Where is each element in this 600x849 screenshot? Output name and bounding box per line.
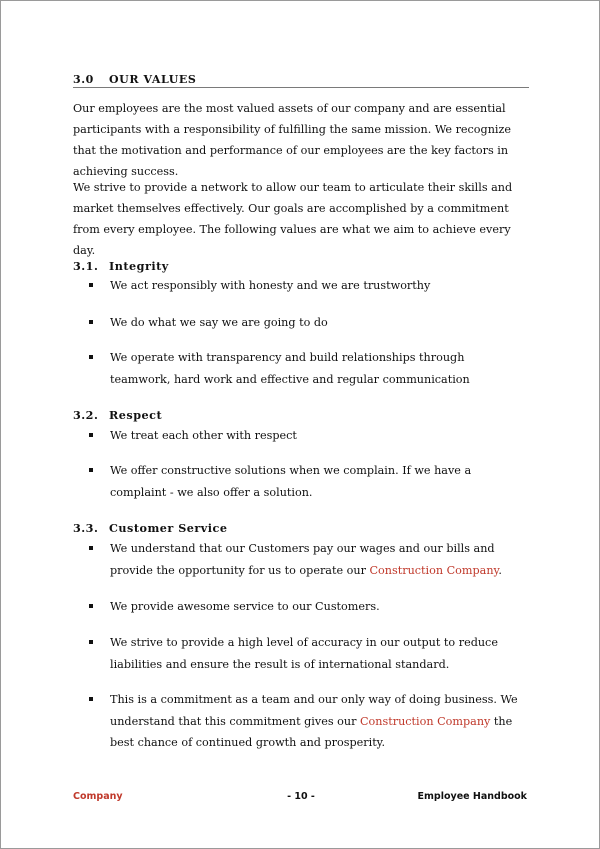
subsection-title: Customer Service: [109, 521, 228, 535]
subsection-title: Respect: [109, 408, 163, 422]
bullet-icon: [89, 640, 93, 644]
bullet-icon: [89, 546, 93, 550]
list-item: We treat each other with respect: [89, 425, 519, 447]
bullet-icon: [89, 604, 93, 608]
list-item: We strive to provide a high level of accuracy in our output to reduce liabilities and ensure the result is of international standard.: [89, 632, 519, 675]
subsection-title: Integrity: [109, 259, 169, 273]
list-item: This is a commitment as a team and our only way of doing business. We understand that this commitment gives our Construction Company the best chance of continued growth and prosperity.: [89, 689, 519, 754]
list-item: We offer constructive solutions when we complain. If we have a complaint - we also offer a solution.: [89, 460, 519, 503]
page-number: - 10 -: [287, 791, 315, 802]
section-heading: [73, 73, 529, 88]
list-item: We provide awesome service to our Customers.: [89, 596, 519, 618]
network-paragraph: We strive to provide a network to allow our team to articulate their skills and market themselves effectively. Our goals are accomplished by a commitment from every employee. The following values are what we aim to achieve every day.: [73, 181, 513, 257]
bullet-icon: [89, 433, 93, 437]
list-item: We act responsibly with honesty and we are trustworthy: [89, 275, 519, 297]
bullet-icon: [89, 697, 93, 701]
footer-company: Company: [73, 791, 123, 802]
section-number: 3.0: [73, 73, 94, 86]
subsection-heading-respect: [73, 408, 162, 422]
list-item: We operate with transparency and build relationships through teamwork, hard work and effective and regular communication: [89, 347, 519, 390]
section-title: OUR VALUES: [109, 73, 197, 86]
company-name-highlight: Construction Company: [359, 714, 491, 728]
subsection-number: 3.1.: [73, 259, 99, 273]
subsection-number: 3.2.: [73, 408, 99, 422]
bullet-icon: [89, 355, 93, 359]
bullet-icon: [89, 283, 93, 287]
subsection-heading-integrity: [73, 259, 169, 273]
company-name-highlight: Construction Company: [369, 563, 499, 577]
list-item: We understand that our Customers pay our wages and our bills and provide the opportunity for us to operate our Construction Company.: [89, 538, 519, 581]
subsection-number: 3.3.: [73, 521, 99, 535]
footer-document-title: Employee Handbook: [417, 791, 527, 802]
list-item: We do what we say we are going to do: [89, 312, 519, 334]
bullet-icon: [89, 320, 93, 324]
bullet-icon: [89, 468, 93, 472]
intro-paragraph: Our employees are the most valued assets of our company and are essential participants with a responsibility of fulfilling the same mission. We recognize that the motivation and performance of our employees are the key factors in achieving success.: [73, 102, 512, 178]
subsection-heading-customer-service: [73, 521, 227, 535]
